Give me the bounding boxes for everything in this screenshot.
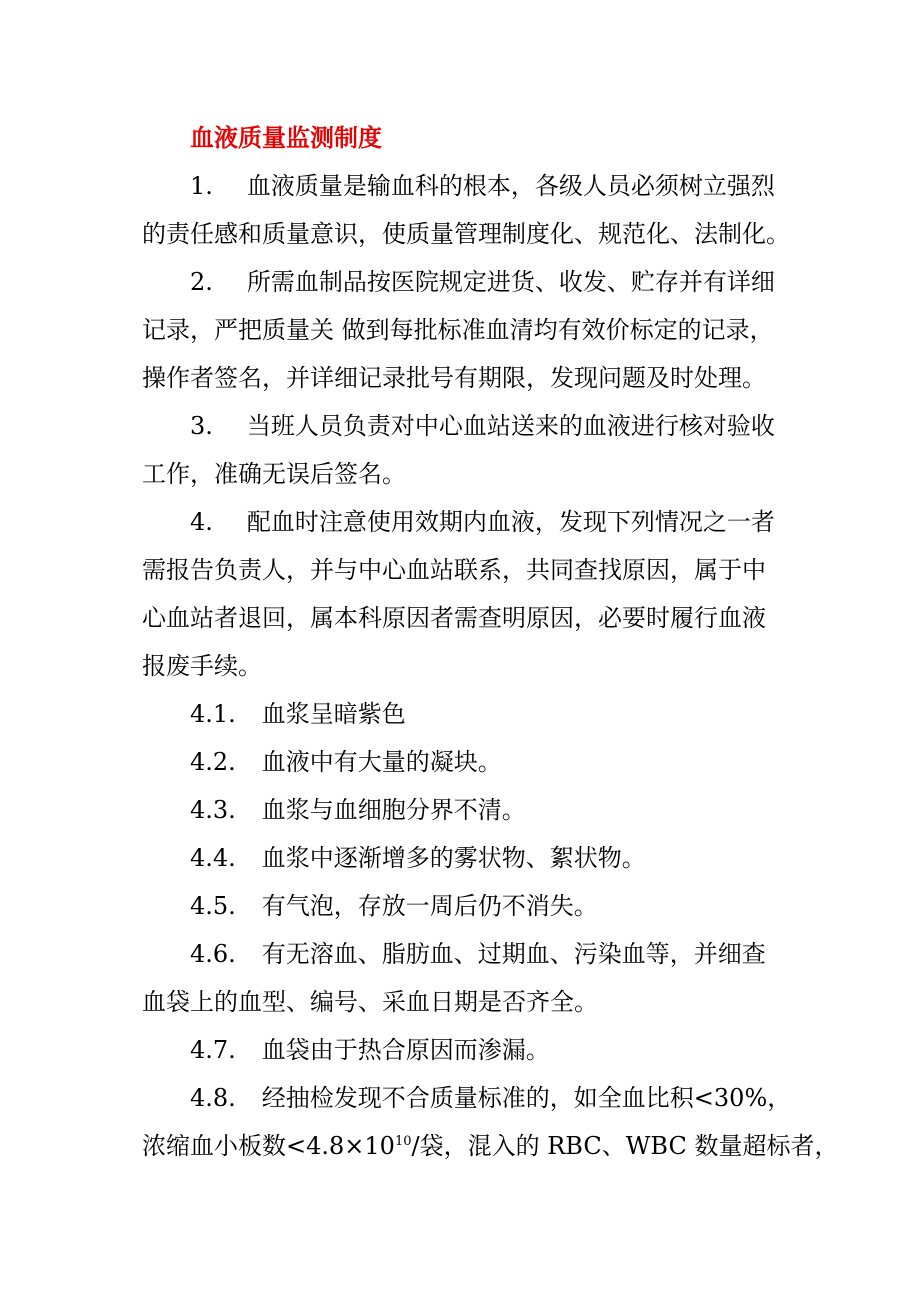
subitem-4-1 [190,698,840,730]
item-4-number: 4. [190,508,213,536]
document-title: 血液质量监测制度 [190,123,382,152]
subitem-text: 血浆与血细胞分界不清。 [261,796,526,824]
item-1-line-2: 的责任感和质量意识，使质量管理制度化、规范化、法制化。 [142,220,790,248]
subitem-number: 4.4. [190,844,236,872]
subitem-4-3 [190,794,840,826]
item-1-text: 血液质量是输血科的根本，各级人员必须树立强烈 [246,172,775,200]
subitem-number: 4.7. [190,1036,236,1064]
subitem-4-5 [190,890,840,922]
subitem-number: 4.2. [190,748,236,776]
subitem-4-8 [190,1082,840,1114]
subitem-4-7 [190,1034,840,1066]
subitem-text: 经抽检发现不合质量标准的，如全血比积<30%， [261,1084,792,1112]
subitem-text: 血液中有大量的凝块。 [261,748,502,776]
subitem-number: 4.8. [190,1084,236,1112]
last-line-after: /袋，混入的 RBC、WBC 数量超标者， [411,1132,839,1160]
item-4-line-2: 需报告负责人，并与中心血站联系，共同查找原因，属于中 [142,556,766,584]
subitem-4-2 [190,746,840,778]
subitem-number: 4.1. [190,700,236,728]
subitem-4-6-line-2: 血袋上的血型、编号、采血日期是否齐全。 [142,988,598,1016]
item-3-line-2: 工作，准确无误后签名。 [142,460,406,488]
item-2-text: 所需血制品按医院规定进货、收发、贮存并有详细 [246,268,775,296]
item-4-first-line [190,506,840,538]
subitem-4-4 [190,842,840,874]
subitem-number: 4.6. [190,940,236,968]
exponent-superscript: 10 [394,1134,412,1149]
item-4-text: 配血时注意使用效期内血液，发现下列情况之一者 [246,508,775,536]
item-3-first-line [190,410,840,442]
item-1-number: 1. [190,172,213,200]
subitem-4-8-line-2 [142,1130,839,1162]
subitem-text: 血袋由于热合原因而渗漏。 [261,1036,550,1064]
item-3-number: 3. [190,412,213,440]
item-2-line-2: 记录，严把质量关 做到每批标准血清均有效价标定的记录， [142,316,774,344]
subitem-text: 有无溶血、脂肪血、过期血、污染血等，并细查 [261,940,766,968]
item-4-line-3: 心血站者退回，属本科原因者需查明原因，必要时履行血液 [142,604,766,632]
last-line-before: 浓缩血小板数<4.8×10 [142,1132,395,1160]
item-2-first-line [190,266,840,298]
subitem-text: 有气泡，存放一周后仍不消失。 [261,892,598,920]
subitem-number: 4.5. [190,892,236,920]
subitem-text: 血浆呈暗紫色 [261,700,406,728]
item-3-text: 当班人员负责对中心血站送来的血液进行核对验收 [246,412,775,440]
item-2-number: 2. [190,268,213,296]
subitem-number: 4.3. [190,796,236,824]
subitem-text: 血浆中逐渐增多的雾状物、絮状物。 [261,844,646,872]
item-2-line-3: 操作者签名，并详细记录批号有期限，发现问题及时处理。 [142,364,766,392]
item-1-first-line [190,170,840,202]
subitem-4-6 [190,938,840,970]
item-4-line-4: 报废手续。 [142,652,262,680]
